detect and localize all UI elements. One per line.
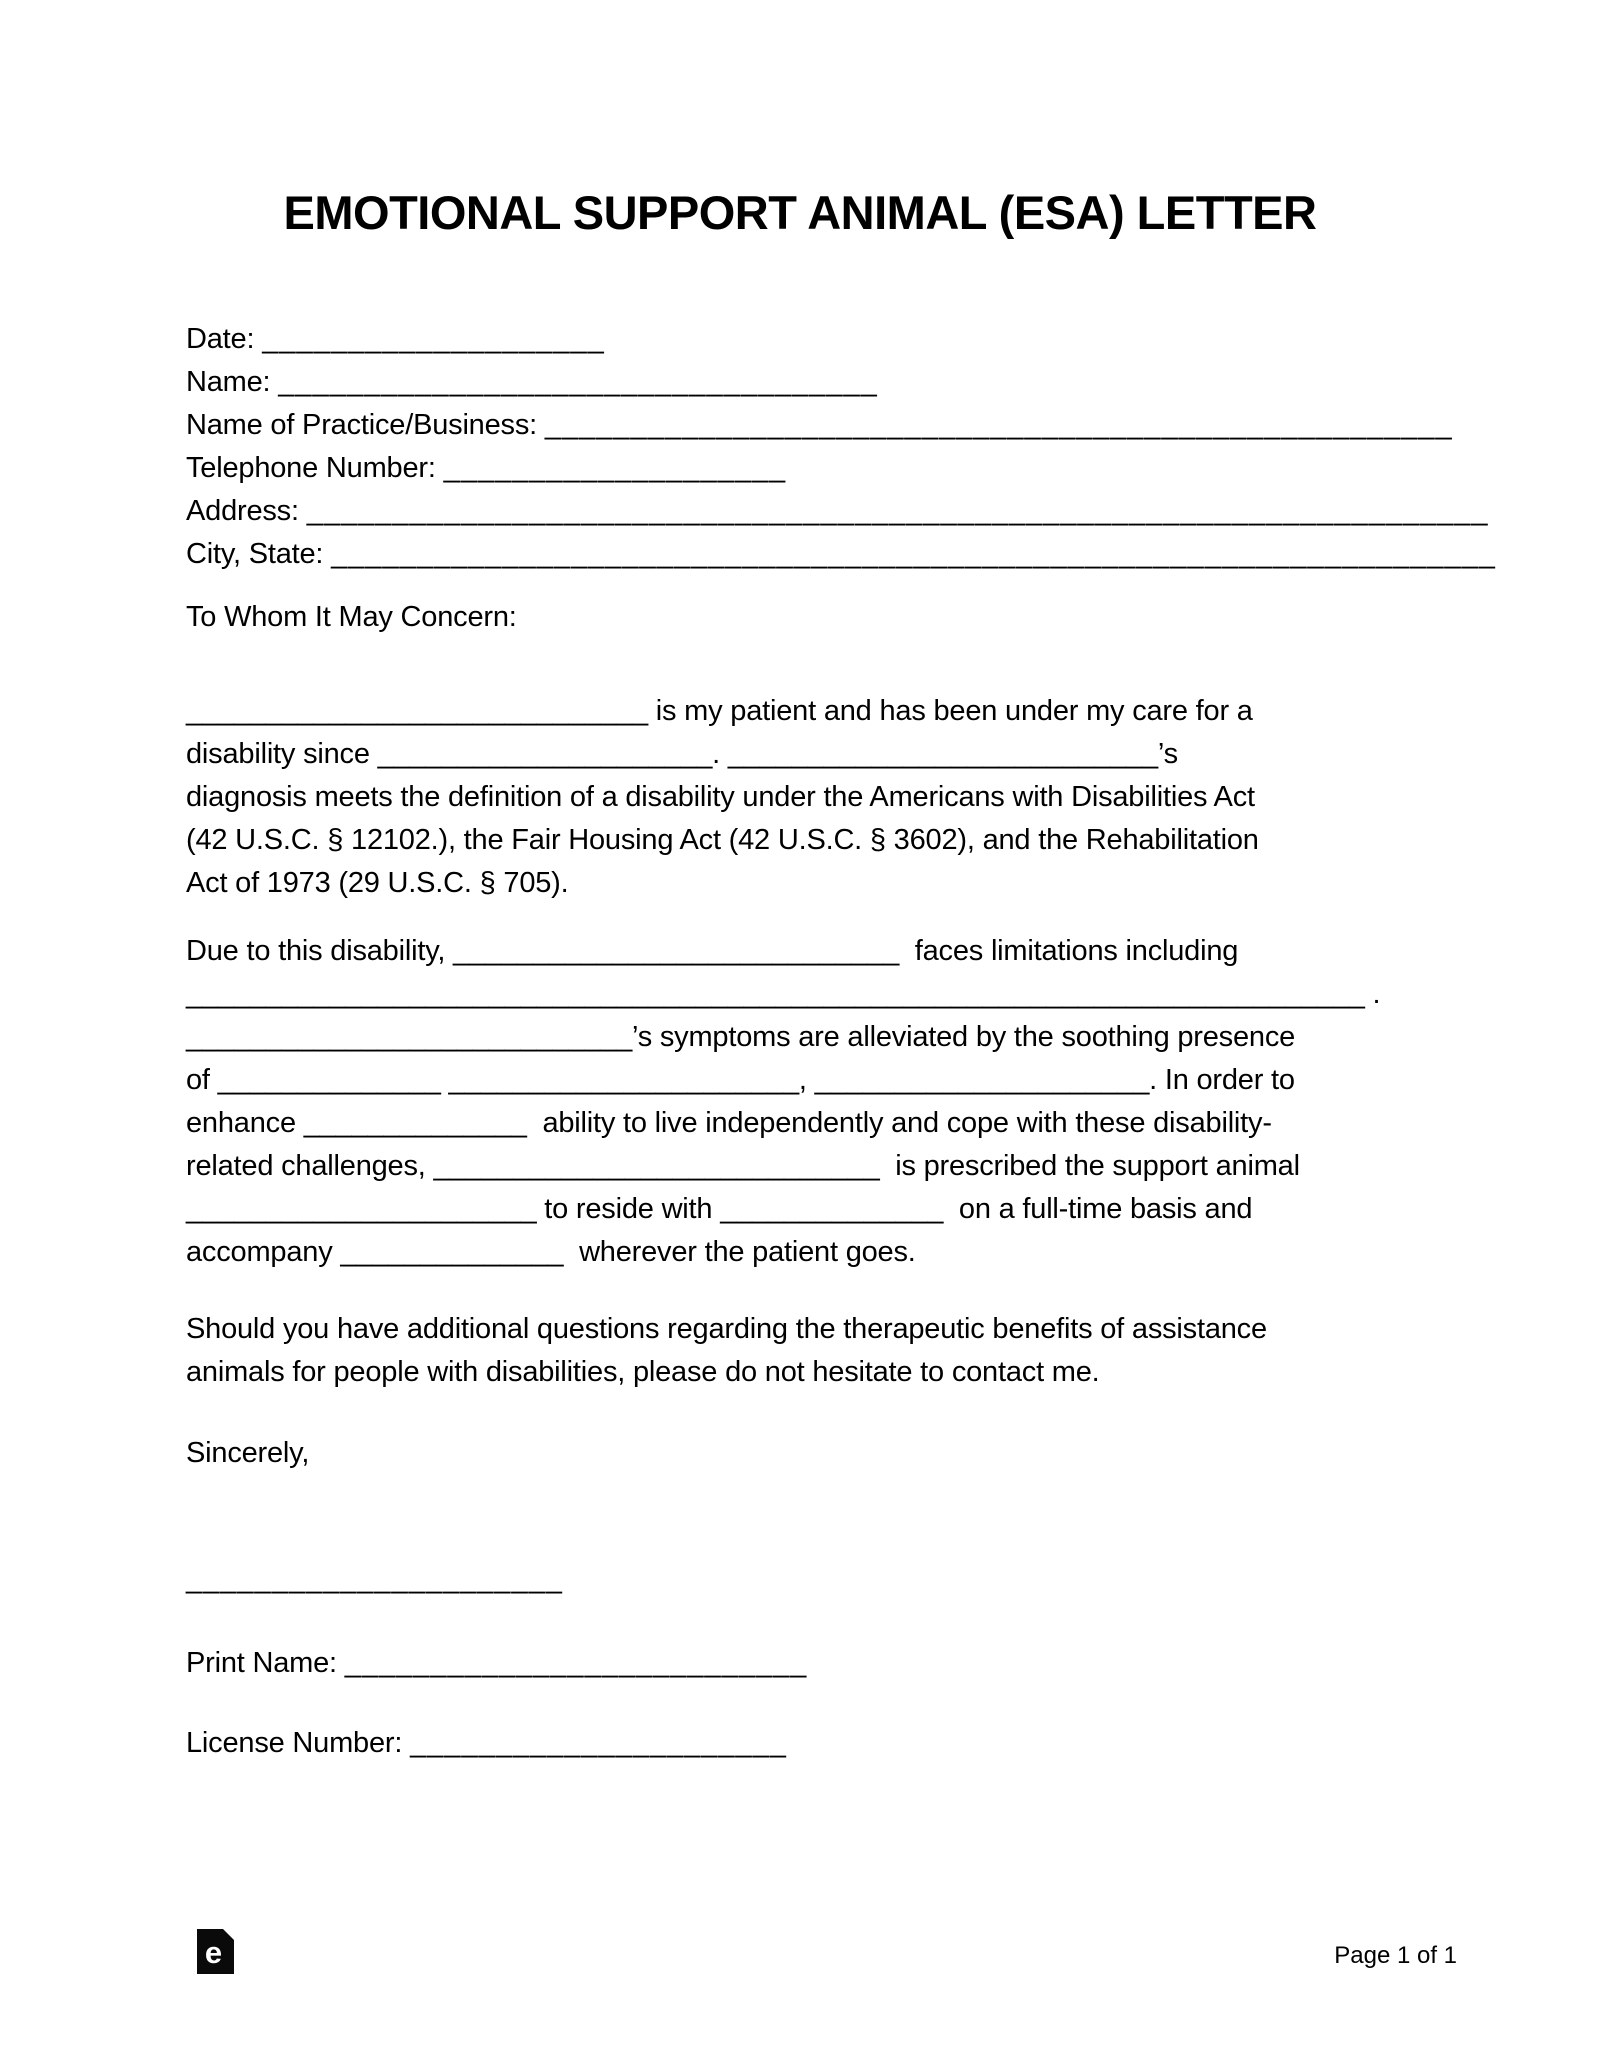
header-fields-block <box>186 318 1496 576</box>
field-date-label: Date: <box>186 323 255 355</box>
field-practice-blank: _____________________________________________________ <box>544 409 1453 441</box>
field-date-blank: ____________________ <box>262 323 605 355</box>
field-name-blank: ___________________________________ <box>278 366 878 398</box>
license-number-blank: ______________________ <box>410 1727 787 1759</box>
license-number-block <box>186 1722 1446 1765</box>
paragraph-2-line-6: related challenges, ____________________________ is prescribed the support animal <box>186 1150 1300 1182</box>
print-name-line <box>186 1642 1446 1685</box>
paragraph-2-line-2: __________________________________________________________________________ . <box>186 978 1381 1010</box>
paragraph-3 <box>186 1308 1446 1394</box>
license-number-label: License Number: <box>186 1727 403 1759</box>
paragraph-2-line-8: accompany ______________ wherever the patient goes. <box>186 1236 916 1268</box>
print-name-block <box>186 1642 1446 1685</box>
paragraph-1-line-1: _____________________________ is my patient and has been under my care for a <box>186 695 1253 727</box>
signature-line: ______________________ <box>186 1563 563 1595</box>
field-name <box>186 361 1446 404</box>
paragraph-3-line-2: animals for people with disabilities, please do not hesitate to contact me. <box>186 1356 1100 1388</box>
field-practice-label: Name of Practice/Business: <box>186 409 537 441</box>
field-telephone <box>186 447 1446 490</box>
field-city-state <box>186 533 1496 576</box>
field-name-label: Name: <box>186 366 271 398</box>
license-number-line <box>186 1722 1446 1765</box>
paragraph-3-line-1: Should you have additional questions regarding the therapeutic benefits of assistance <box>186 1313 1267 1345</box>
paragraph-2-line-7: ______________________ to reside with ______________ on a full-time basis and <box>186 1193 1253 1225</box>
paragraph-1-line-2: disability since _____________________. ___________________________’s <box>186 738 1178 770</box>
field-telephone-blank: ____________________ <box>443 452 787 484</box>
paragraph-1-line-5: Act of 1973 (29 U.S.C. § 705). <box>186 867 569 899</box>
paragraph-1 <box>186 690 1446 905</box>
print-name-blank: ___________________________ <box>344 1647 808 1679</box>
eforms-logo <box>197 1929 234 1974</box>
field-address-blank: _____________________________________________________________________ <box>306 495 1489 527</box>
field-address-label: Address: <box>186 495 299 527</box>
field-city-state-blank: ____________________________________________________________________ <box>331 538 1496 570</box>
field-telephone-label: Telephone Number: <box>186 452 436 484</box>
signature-block <box>186 1558 1446 1601</box>
paragraph-2-line-1: Due to this disability, ____________________________ faces limitations including <box>186 935 1239 967</box>
page-number: Page 1 of 1 <box>1334 1942 1457 1969</box>
paragraph-1-line-4: (42 U.S.C. § 12102.), the Fair Housing Act (42 U.S.C. § 3602), and the Rehabilitation <box>186 824 1259 856</box>
eforms-logo-letter: e <box>204 1935 223 1970</box>
paragraph-2-line-3: ____________________________’s symptoms are alleviated by the soothing presence <box>186 1021 1296 1053</box>
paragraph-2-line-5: enhance ______________ ability to live independently and cope with these disability- <box>186 1107 1272 1139</box>
salutation-block <box>186 596 1446 639</box>
paragraph-2-line-4: of ______________ ______________________, _____________________. In order to <box>186 1064 1295 1096</box>
field-date <box>186 318 1446 361</box>
closing-block <box>186 1432 1446 1475</box>
field-practice <box>186 404 1453 447</box>
document-title: EMOTIONAL SUPPORT ANIMAL (ESA) LETTER <box>283 186 1317 239</box>
closing-sincerely: Sincerely, <box>186 1437 310 1469</box>
paragraph-2 <box>186 930 1446 1274</box>
field-address <box>186 490 1489 533</box>
print-name-label: Print Name: <box>186 1647 337 1679</box>
paragraph-1-line-3: diagnosis meets the definition of a disability under the Americans with Disabilities Act <box>186 781 1255 813</box>
salutation: To Whom It May Concern: <box>186 601 517 633</box>
field-city-state-label: City, State: <box>186 538 324 570</box>
